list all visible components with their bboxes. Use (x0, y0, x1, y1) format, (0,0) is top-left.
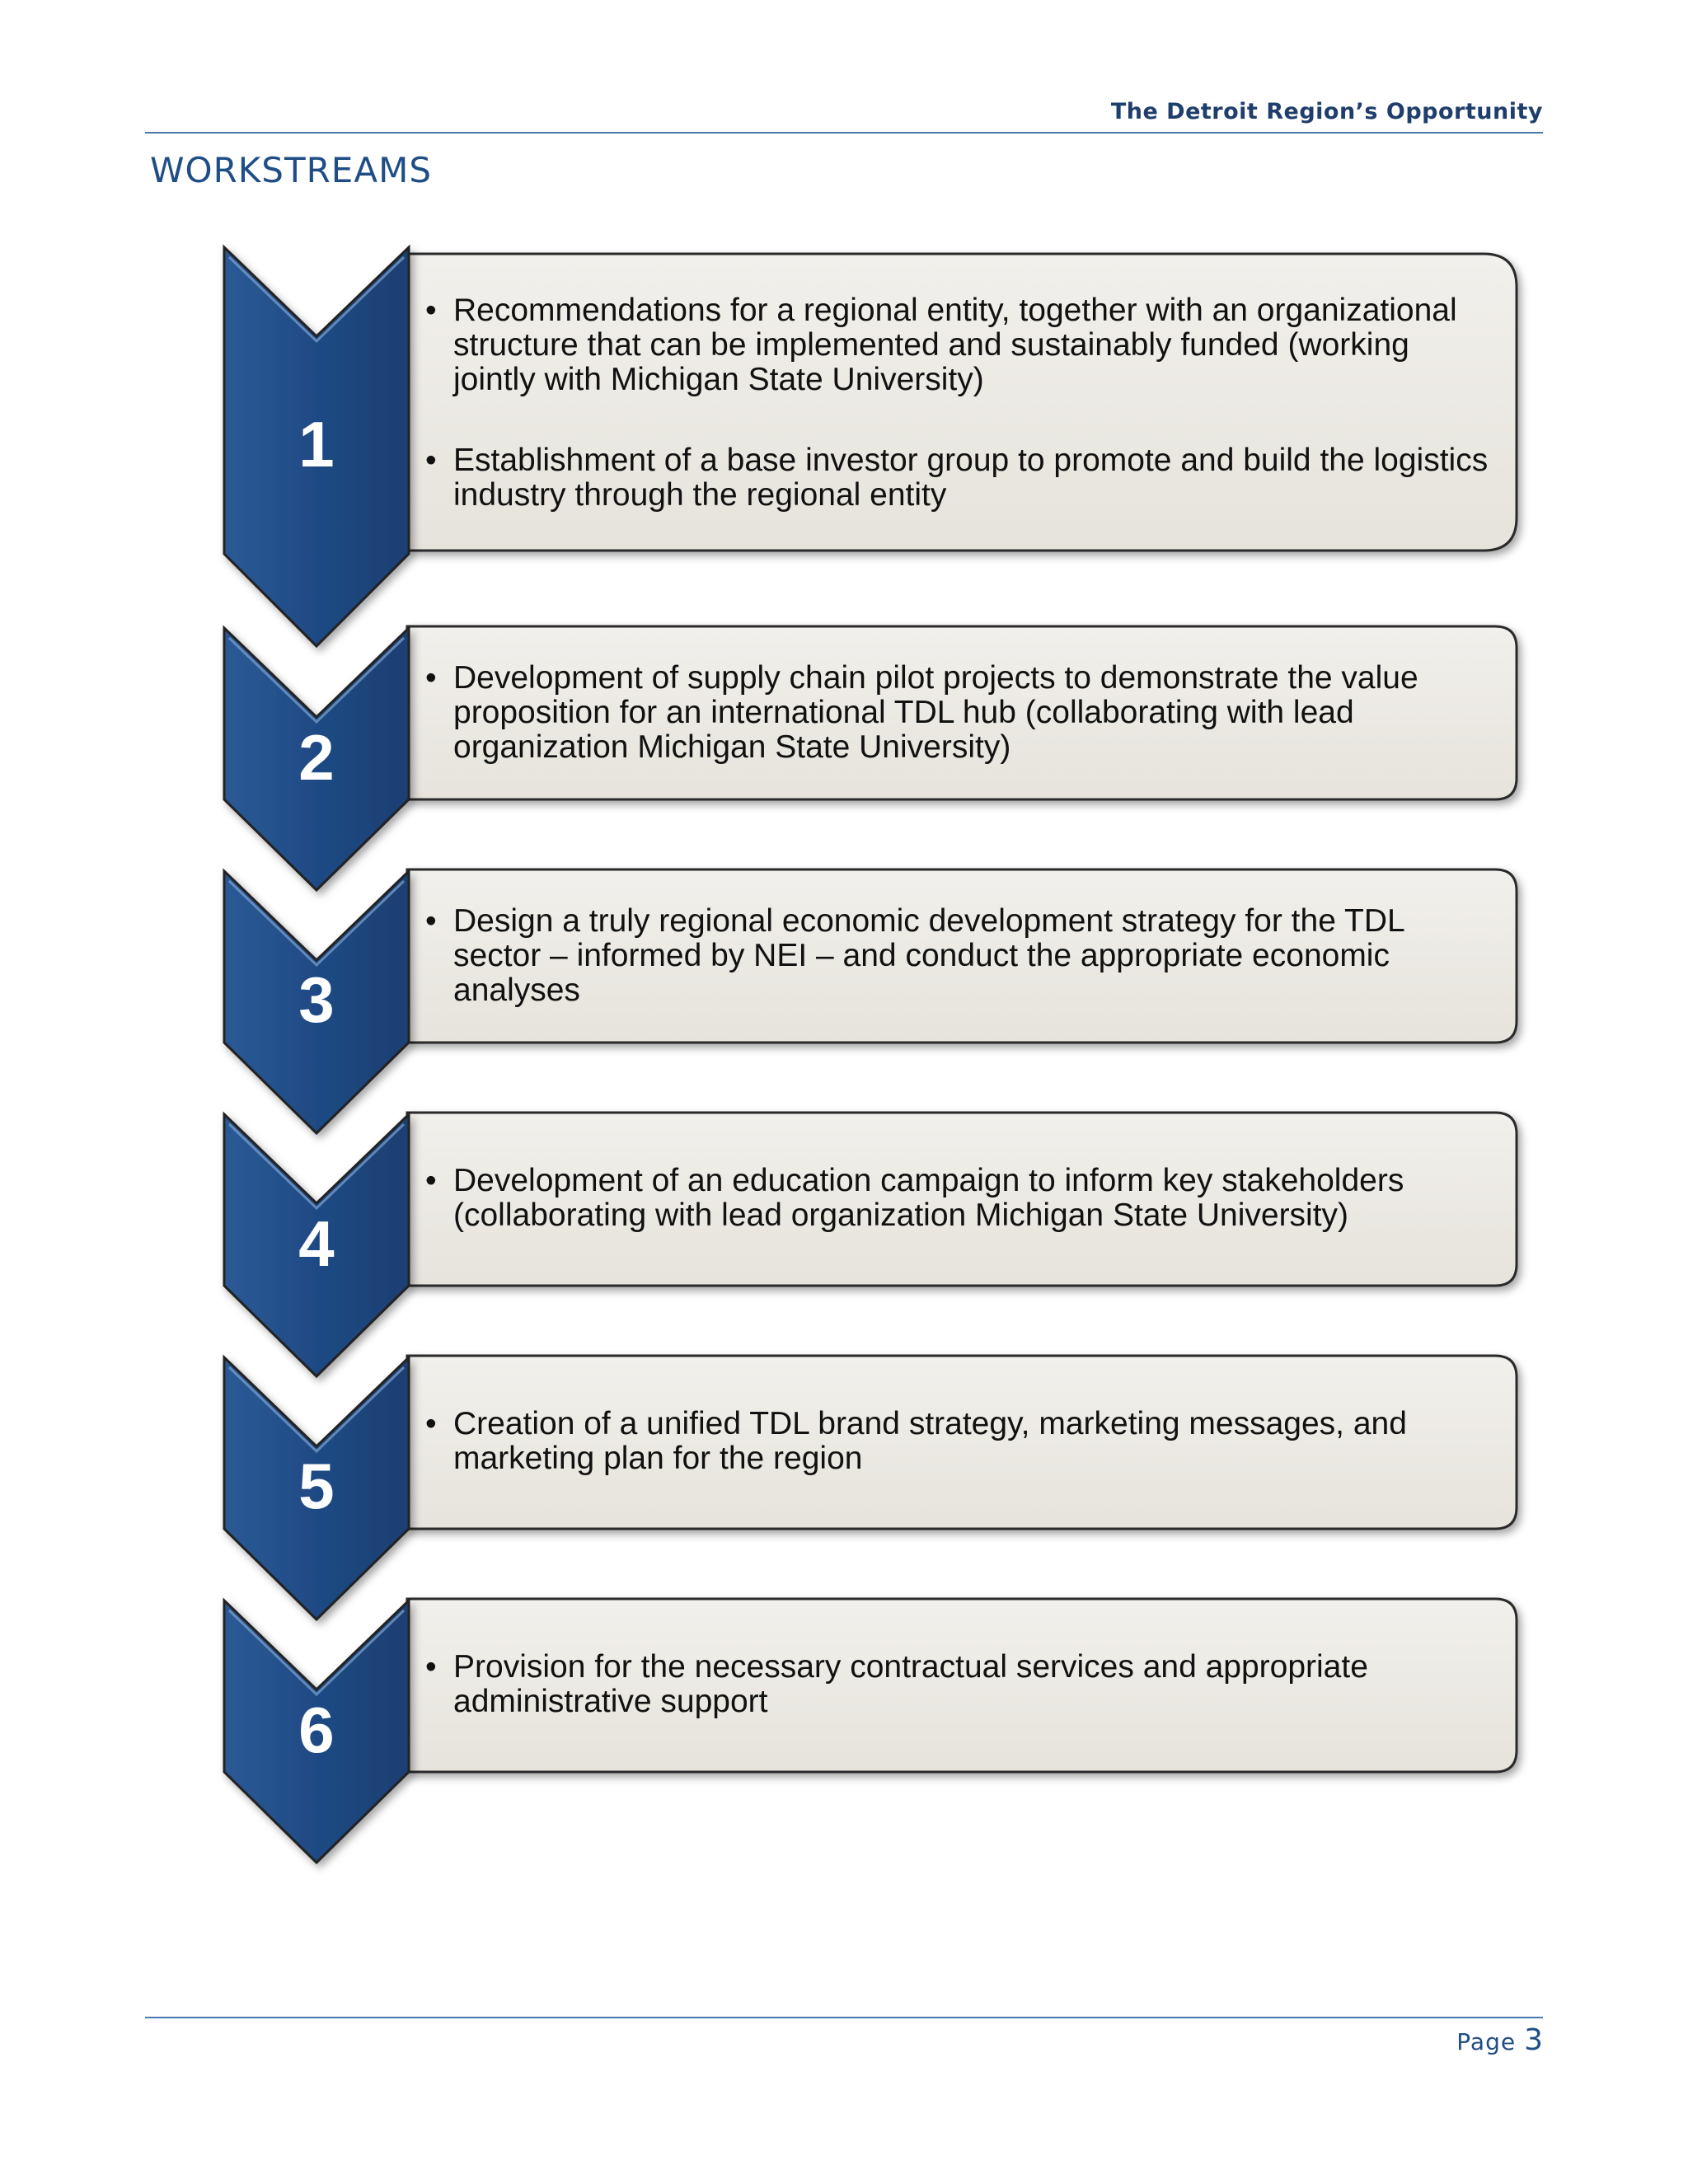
workstream-1-bullet-2: • Establishment of a base investor group to promote and build the logistics industry through the regional entity (425, 443, 1497, 513)
running-header: The Detroit Region’s Opportunity (1110, 99, 1543, 124)
workstream-4-bullet-1: • Development of an education campaign to inform key stakeholders (collaborating with lead organization Michigan State University) (425, 1164, 1497, 1233)
workstream-2-text (425, 661, 1497, 765)
page-number (1456, 2023, 1543, 2057)
workstream-4-text (425, 1164, 1497, 1233)
section-title: WORKSTREAMS (150, 150, 432, 190)
workstream-5-text (425, 1407, 1497, 1476)
workstream-2-bullet-1: • Development of supply chain pilot projects to demonstrate the value proposition for an international TDL hub (collaborating with lead organization Michigan State University) (425, 661, 1497, 765)
workstream-5-bullet-1: • Creation of a unified TDL brand strategy, marketing messages, and marketing plan for the region (425, 1407, 1497, 1476)
workstream-1-text (425, 293, 1497, 513)
page-number-value: 3 (1524, 2023, 1543, 2057)
workstream-number-2: 2 (298, 721, 335, 794)
workstream-number-6: 6 (298, 1694, 335, 1766)
workstream-6-bullet-1: • Provision for the necessary contractual services and appropriate administrative support (425, 1650, 1497, 1719)
workstream-number-1: 1 (298, 408, 335, 480)
workstream-1-bullet-1: • Recommendations for a regional entity, together with an organizational structure that can be implemented and sustainably funded (working jointly with Michigan State University) (425, 293, 1497, 397)
workstream-3-bullet-1: • Design a truly regional economic development strategy for the TDL sector – informed by NEI – and conduct the appropriate economic analyses (425, 904, 1497, 1008)
workstream-number-4: 4 (298, 1207, 335, 1280)
workstream-3-text (425, 904, 1497, 1008)
footer-divider (145, 2017, 1543, 2018)
workstream-number-5: 5 (298, 1450, 335, 1522)
page-label: Page (1456, 2028, 1517, 2055)
workstream-number-3: 3 (298, 963, 335, 1036)
workstream-6-text (425, 1650, 1497, 1719)
